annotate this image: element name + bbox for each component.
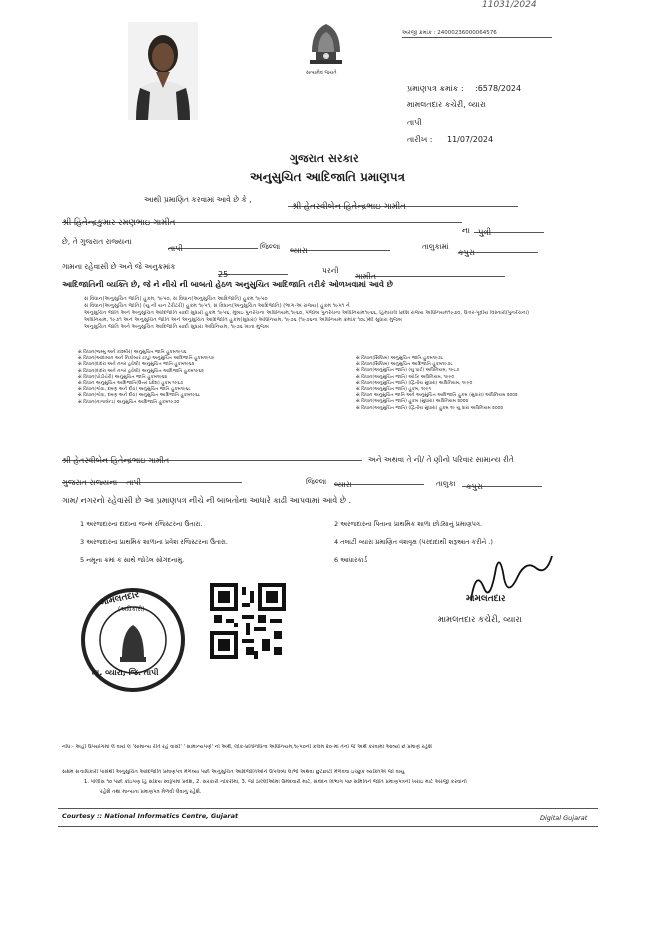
header-taluka: તાપી	[407, 118, 422, 127]
order-item: સં વિધાન(સિક્કિમ) અનુસુચિત જાતિ હુકમ૧૯૭૮	[356, 356, 444, 361]
relation-field	[474, 220, 544, 238]
district: તાપી	[168, 244, 183, 253]
date-label: તારીખ :	[407, 135, 433, 144]
applicant-name-repeat: શ્રી હેતસ્વીબેન હિતેન્દ્રભાઇ ગામીત	[62, 456, 170, 465]
order-item: સં વિધાન(અનુસુચિત જાતિ) હુકમ, ૧૯૯૧	[356, 387, 432, 393]
handwritten-ref: 11031/2024	[482, 0, 537, 10]
applicant-name: શ્રી હેતસ્વીબેન હિતેન્દ્રભાઇ ગામીત	[292, 202, 406, 212]
legal-line: અનુસુચિત જાતિ અને અનુસુચિત આદિજાતિ યાદી સુધારો હુકમ ૧૯૫૬, મુંબઇ પુનર્રચના અધિનિયમ,૧૯૬૦, પંજાબ પુનર્રચના અધિનિયમ૧૯૬૬, હિમાચલ પ્રદેશ રાજ્ય અધિનિયમ૧૯૭૦, ઉત્તર-પૂર્વીય વિસ્તારો(પુનર્રચના)	[84, 310, 530, 316]
stamp-top-text: મામલતદાર	[99, 589, 141, 609]
issue-date: 11/07/2024	[447, 135, 494, 144]
certificate-number: :6578/2024	[475, 84, 522, 93]
village-field	[458, 240, 538, 257]
doc-item-3: 3 અરજદારના પ્રાથમિક શાળાના પ્રવેશ રજિસ્ટરના ઉતારા.	[80, 538, 228, 546]
order-item: સં વિધાન(દાદરા અને નગર હવેલી) અનુસુચિત જાતિ હુકમ૧૯૬૨	[78, 362, 195, 368]
taluka: વ્યારા	[290, 246, 308, 255]
doc-item-2: 2 અરજદારના પિતાના પ્રાથમિક શાળા છોડ્યાનું પ્રમાણપત્ર.	[334, 520, 483, 528]
application-number: અરજી ક્રમાંક : 24000236000064576	[402, 30, 552, 38]
digital-gujarat-text: Digital Gujarat	[540, 814, 588, 822]
order-item: સં વિધાન(દાદરા અને નગર હવેલી) અનુસુચિત આદિજાતિ હુકમ૧૯૬૨	[78, 368, 204, 374]
doc-item-4: 4 તલાટી વ્યારા પ્રમાણિત વંશવૃક્ષ (પરદાદાથી શરૂઆત કરીને .)	[334, 538, 493, 546]
order-item: સં વિધાન(ગોવા, દમણ અને દીવ) અનુસુચિત જાતિ હુકમ૧૯૬૮	[78, 387, 191, 393]
order-item: સં વિધાન અનુસુચિત જાતિ અને અનુસુચિત આદિજાતિ હુકમ (સુધારા) અધિનિયમ ૨૦૦૨	[356, 393, 518, 399]
doc-item-5: 5 નમૂના ક્રમાં ક સાથે જોડેલ સોગંદનામું.	[80, 556, 185, 564]
footer-note: નોંધ:- અહીં ઉપયોગમાં લે વાયે લ 'સામાન્ય રીતે રહે વાસી' ' સામાન્યપણે' નો અર્થ, લોક-પ્રતિનિધિત્વ અધિનિયમ,૧૯૫૦ની કલમ ૨૦-માં તેનો જે અર્થ કરવામાં આવ્યો છે પ્રમાણે રહેશે	[62, 744, 433, 750]
order-item: સં વિધાન(પોંડીચેરી) અનુસુચિત જાતિ હુકમ૧૯૬૪	[78, 374, 168, 380]
taluka-label: તાલુકામાં	[422, 242, 449, 251]
district-2: તાપી	[126, 478, 141, 487]
district-label: જિલ્લા	[260, 242, 281, 251]
certificate-heading: અનુસુચિત આદિજાતિ પ્રમાણપત્ર	[250, 170, 405, 184]
applicant-photo	[128, 22, 198, 120]
footer-instruction-1: સક્ષમ સત્તાધિકારી પાસેથી અનુસુચિત આદિજાતિ પ્રમાણપત્ર મેળવ્યા પછી અનુસુચિત આદિજાતિઓને ઉપલબ્ધ લાભો અથવા છુટછાટો મેળવવા ઇચ્છુક વ્યક્તિએ જો વાયુ	[62, 769, 405, 775]
taluka-field	[290, 238, 390, 255]
stamp-middle-text: (અધિકારી)	[118, 606, 145, 613]
district-2-label: જિલ્લા	[306, 477, 327, 486]
government-title: ગુજરાત સરકાર	[290, 152, 359, 165]
caste-number: 25	[218, 270, 229, 279]
family-residence-text: અને અથવા તે ની/ તે ણીનો પરિવાર સામાન્ય રીતે	[368, 455, 514, 464]
applicant-name-field	[288, 194, 518, 212]
basis-line: ગામ/ નગરનો રહેવાસી છે આ પ્રમાણપત્ર નીચે ની બાબતોના આધારે કાઢી આપવામાં આવે છે .	[62, 496, 352, 505]
caste-prefix: ગામના રહેવાસી છે અને જે અનુક્રમાંક	[62, 262, 176, 271]
footer-divider	[58, 808, 598, 809]
legal-line: સં વિધાન(અનુસુચિત જાતિ) (યુ ની યન ટેરીટરી) હુકમ ૧૯૫૧, સં વિધાન(અનુસુચિત આદિજાતિ) (ભાગ-અ રાજ્ય) હુકમ ૧૯૫૧ ને	[84, 303, 350, 309]
taluka-2-field	[334, 472, 424, 489]
applicant-name-repeat-field	[62, 448, 362, 465]
footer-instruction-2: 1. પોલીસ ૧૦ પછી કોઇપણ હિ સક્રિય સ્વરૂપમાં પ્રવેશ, 2. સરકારી નોકરીમાં, 3. જો ઠાલ્લીઓમાં ઉમેદવારી માટે, સંવેદન વિભાગ પછ સમિતિને જાતિ પ્રમાણપત્રની ખરાઇ માટે અરજી કરવાની	[84, 779, 467, 785]
taluka-2-label: તાલુકા	[436, 479, 456, 488]
footer-instruction-3: રહેશે તથા માન્યતા પ્રમાણપત્ર મેળવી લેવાનું રહેશે.	[100, 789, 202, 795]
certificate-number-label: પ્રમાણપત્ર ક્રમાંક :	[407, 84, 464, 93]
left-order-list	[78, 350, 318, 406]
legal-line: અધિનિયમ, ૧૯૭૧ અને અનુસુચિત જાતિ અને અનુસુચિત આદિજાતિ હુકમ(સુધારા) અધિનિયમ, ૧૯૭૬ (૧૯૭૬ના અધિનિયમ ક્રમાંક ૧૦૮)થી સુધારા મુજબ	[84, 317, 403, 323]
state-prefix: છે, તે ગુજરાત રાજ્યના	[62, 237, 132, 246]
village-2: કપુરા	[466, 482, 483, 491]
caste-field	[355, 264, 505, 281]
order-item: સં વિધાન(નાગાલેન્ડ) અનુસુચિત આદિજાતિ હુકમ૧૯૭૦	[78, 399, 180, 405]
father-name: શ્રી હિતેન્દ્રકુમાર રમણભાઇ ગામીત	[62, 218, 176, 228]
order-item: સં વિધાન(આંદામાન અને નિકોબાર ટાપુ) અનુસુચિત આદિજાતિ હુકમ૧૯૫૯	[78, 356, 215, 362]
order-item: સં વિધાન(અનુસુચિત જાતિ) (દ્વિતીય સુધારા) હુકમ ૧૯ યુ ધારા અધિનિયમ ૨૦૦૨	[356, 405, 504, 411]
legal-provisions	[84, 296, 564, 331]
signatory-title: મામલતદાર	[466, 594, 506, 604]
relation: પુત્રી	[478, 228, 492, 238]
taluka-2: વ્યારા	[334, 480, 352, 489]
order-item: સં વિધાન(ગોવા, દમણ અને દીવ) અનુસુચિત આદિજાતિ હુકમ૧૯૬૮	[78, 393, 201, 399]
issuing-office: મામલતદાર કચેરી, વ્યારા	[407, 100, 486, 109]
doc-item-6: 6 આધારકાર્ડ	[334, 556, 368, 564]
order-item: સં વિધાન(સિક્કિમ) અનુસુચિત આદિજાતિ હુકમ૧૯૭૮	[356, 362, 453, 368]
qr-code[interactable]	[210, 583, 286, 659]
order-item: સં વિધાન(અનુસુચિત જાતિ) (યુ પાર્ટ) અધિનિયમ, ૧૯૮૭	[356, 368, 460, 374]
order-item: સં વિધાન અનુસુચિત આદિજાતિ(ઉત્તર પ્રદેશ) હુકમ ૧૯૬૭	[78, 381, 184, 387]
emblem-caption: સત્યમેવ જયતે	[306, 70, 337, 76]
recognition-line: આદિજાતિની વ્યક્તિ છે, જે ને નીચે ની બાબતો હેઠળ અનુસુચિત આદિજાતિ તરીકે ઓળખવામાં આવે છે	[62, 280, 393, 289]
order-item: સં વિધાન(અનુસુચિત જાતિ) ઓર્ડર અધિનિયમ, ૧૯૯૦	[356, 374, 455, 380]
legal-line: સં વિધાન(અનુસુચિત જાતિ) હુકમ, ૧૯૫૦, સં વિધાન(અનુસુચિત આદિજાતિ) હુકમ ૧૯૫૦	[84, 296, 268, 302]
village: કપુરા	[458, 248, 475, 257]
order-item: સં વિધાન(અનુસુચિત જાતિ) (દ્વિતીય સુધારા) અધિનિયમ, ૧૯૯૦	[356, 380, 473, 386]
order-item: સં વિધાન(જમ્મુ અને કાશ્મીર) અનુસુચિત જાતિ હુકમ૧૯૫૬	[78, 350, 187, 355]
legal-line: અનુસુચિત જાતિ અને અનુસુચિત આદિજાતિ યાદી સુધારા અધિનિયમ, ૧૯૭૬ ખાતા મુજબ	[84, 324, 270, 330]
signatory-office: મામલતદાર કચેરી, વ્યારા	[438, 615, 522, 625]
footer-bottom-border	[58, 826, 598, 827]
caste: ગામીત	[355, 272, 377, 281]
right-order-list	[356, 356, 556, 412]
na-label: ના	[462, 226, 470, 235]
district-field	[168, 236, 258, 253]
certify-prefix: આથી પ્રમાણિત કરવામાં આવે છે કે ,	[144, 195, 252, 204]
order-item: સં વિધાન(અનુસુચિત જાતિ) હુકમ (સુધારા) અધિનિયમ ૨૦૦૨	[356, 399, 469, 405]
courtesy-text: Courtesy :: National Informatics Centre, Gujarat	[62, 812, 239, 820]
village-2-field	[462, 474, 542, 491]
caste-number-field	[218, 262, 288, 279]
state-text: ગુજરાત રાજ્યના	[62, 478, 118, 487]
caste-label: પરની	[322, 266, 339, 275]
state-field	[62, 470, 242, 487]
father-name-field	[62, 210, 462, 228]
stamp-bottom-text: તા. વ્યારા, જિ. તાપી	[92, 668, 159, 677]
state-emblem-icon	[302, 16, 350, 78]
doc-item-1: 1 અરજદારના દાદાના જન્મ રજિસ્ટરના ઉતારા.	[80, 520, 203, 528]
